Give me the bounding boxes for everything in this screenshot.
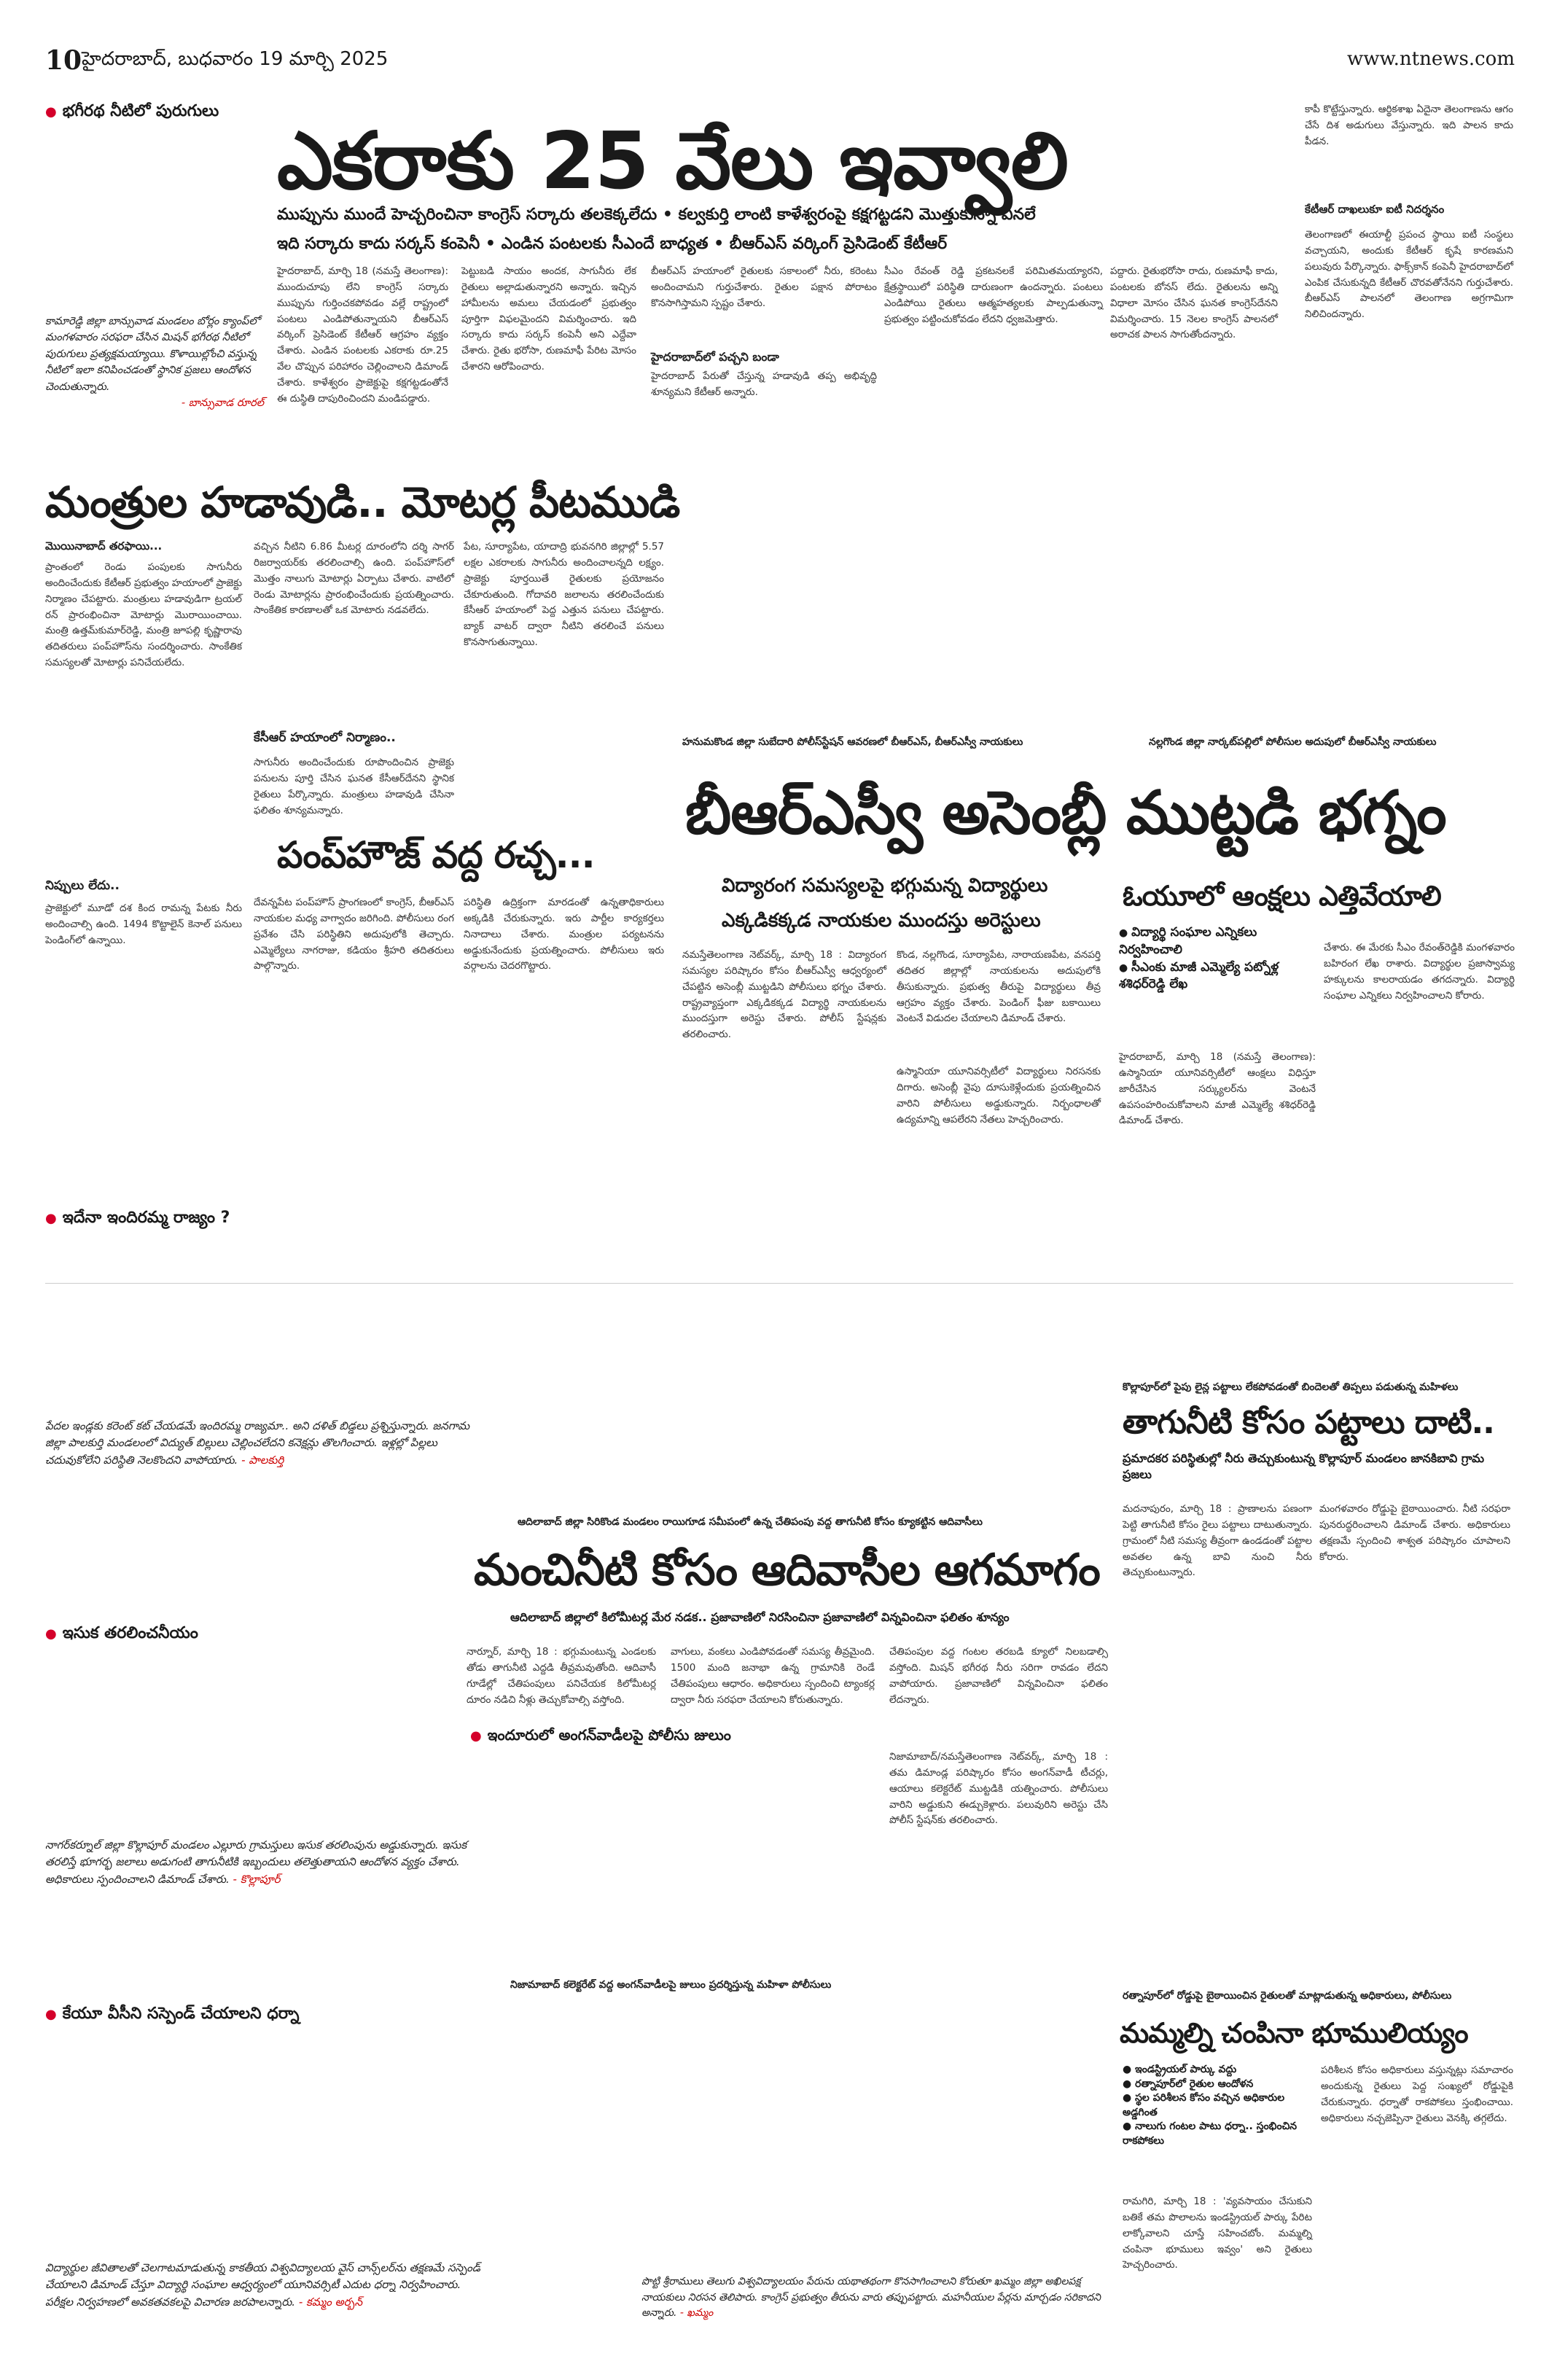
story9-kicker: ఆదిలాబాద్ జిల్లా సిరికొండ మండలం రాయిగూడ సమీపంలో ఉన్న చేతిపంపు వద్ద తాగునీటి కోసం క్యూకట్టిన ఆదివాసీలు bbox=[518, 1516, 983, 1528]
story1-tag: ● భగీరథ నీటిలో పురుగులు bbox=[45, 102, 219, 124]
page-number: 10 bbox=[45, 45, 82, 76]
story3-headline: పంప్‌హౌజ్ వద్ద రచ్చ... bbox=[277, 834, 595, 876]
story13-credit: - ఖమ్మం bbox=[679, 2307, 714, 2319]
story5-bullet: ● సీఎంకు మాజీ ఎమ్మెల్యే పట్నోళ్ల శశిధర్‌రెడ్డి లేఖ bbox=[1119, 959, 1316, 994]
story12-col2: పరిశీలన కోసం అధికారులు వస్తున్నట్లు సమాచారం అందుకున్న రైతులు పెద్ద సంఖ్యలో రోడ్డుపైకి చేరుకున్నారు. ధర్నాతో రాకపోకలు స్తంభించాయి. అధికారులు నచ్చజెప్పినా రైతులు వెనక్కి తగ్గలేదు. bbox=[1321, 2064, 1513, 2124]
story1-headline: ఎకరాకు 25 వేలు ఇవ్వాలి bbox=[277, 116, 1068, 207]
story9-headline: మంచినీటి కోసం ఆదివాసీల ఆగమాగం bbox=[474, 1545, 1100, 1596]
story8-photo bbox=[45, 2034, 483, 2252]
story4-col3: ఉస్మానియా యూనివర్సిటీలో విద్యార్థులు నిరసనకు దిగారు. అసెంబ్లీ వైపు దూసుకెళ్లేందుకు ప్రయత్నించిన వారిని పోలీసులు అడ్డుకున్నారు. నిర్బంధాలతో ఉద్యమాన్ని ఆపలేరని నేతలు హెచ్చరించారు. bbox=[897, 1066, 1101, 1125]
story10-sub: ప్రమాదకర పరిస్థితుల్లో నీరు తెచ్చుకుంటున్న కొల్లాపూర్ మండలం జానకిబావి గ్రామ ప్రజలు bbox=[1123, 1451, 1485, 1481]
story4-photo-left bbox=[682, 510, 1090, 729]
website-url[interactable]: www.ntnews.com bbox=[1346, 48, 1515, 70]
story10-headline: తాగునీటి కోసం పట్టాలు దాటి.. bbox=[1123, 1404, 1494, 1441]
story1-col3: బీఆర్ఎస్ హయాంలో రైతులకు సకాలంలో నీరు, కరెంటు అందించామని గుర్తుచేశారు. రైతుల పక్షాన పోరాటం కొనసాగిస్తామని స్పష్టం చేశారు. bbox=[651, 265, 877, 309]
story10-col2: మంగళవారం రోడ్డుపై బైఠాయించారు. నీటి సరఫరా పునరుద్ధరించాలని డిమాండ్ చేశారు. అధికారులు తక్షణమే స్పందించి శాశ్వత పరిష్కారం చూపాలని కోరారు. bbox=[1319, 1503, 1510, 1563]
story1-col5: పద్దారు. రైతుభరోసా రాదు, రుణమాఫీ కాదు, పంటలకు బోనస్ లేదు. రైతులను అన్ని విధాలా మోసం చేసిన ఘనత కాంగ్రెస్‌దేనని విమర్శించారు. 15 నెలల కాంగ్రెస్ పాలనలో అరాచక పాలన సాగుతోందన్నారు. bbox=[1110, 265, 1278, 341]
story1-sub1: ముప్పును ముందే హెచ్చరించినా కాంగ్రెస్ సర్కారు తలకెక్కలేదు • కల్వకుర్తి లాంటి కాళేశ్వరంపై కక్షగట్టడని మొత్తుకున్నా వినలే bbox=[277, 206, 1036, 224]
story1-right-col2: తెలంగాణలో ఈయాల్టీ ప్రపంచ స్థాయి ఐటీ సంస్థలు వచ్చాయని, అందుకు కేటీఆర్ కృషే కారణమని పలువురు పేర్కొన్నారు. ఫాక్స్‌కాన్ కంపెనీ హైదరాబాద్‌లో ఎంపిక చేసుకున్నది కేటీఆర్ చొరవతోనేనని గుర్తుచేశారు. బీఆర్ఎస్ పాలనలో తెలంగాణ అగ్రగామిగా నిలిచిందన్నారు. bbox=[1305, 229, 1513, 321]
story2-kicker2: కేసీఆర్ హయాంలో నిర్మాణం.. bbox=[254, 730, 396, 745]
story3-col2: పరిస్థితి ఉద్రిక్తంగా మారడంతో ఉన్నతాధికారులు అక్కడికి చేరుకున్నారు. ఇరు పార్టీల కార్యకర్తలు నినాదాలు చేశారు. మంత్రుల పర్యటనను అడ్డుకునేందుకు ప్రయత్నించారు. పోలీసులు ఇరు వర్గాలను చెదరగొట్టారు. bbox=[464, 897, 664, 972]
story8-credit: - కమ్మం అర్బన్ bbox=[298, 2295, 362, 2309]
story2-col1: ప్రాంతంలో రెండు పంపులకు సాగునీరు అందించేందుకు కేటీఆర్ ప్రభుత్వం హయాంలో ప్రాజెక్టు నిర్మాణం చేపట్టారు. మంత్రులు హడావుడిగా ట్రయల్ రన్ ప్రారంభించినా మోటార్లు మొరాయించాయి. మంత్రి ఉత్తమ్‌కుమార్‌రెడ్డి, మంత్రి జూపల్లి కృష్ణారావు తదితరులు పంప్‌హౌస్‌ను సందర్శించారు. సాంకేతిక సమస్యలతో మోటార్లు పనిచేయలేదు. bbox=[45, 561, 242, 669]
story2-col2b: సాగునీరు అందించేందుకు రూపొందించిన ప్రాజెక్టు పనులను పూర్తి చేసిన ఘనత కేసీఆర్‌దేనని స్థానిక రైతులు పేర్కొన్నారు. మంత్రులు హడావుడి చేసినా ఫలితం శూన్యమన్నారు. bbox=[254, 757, 454, 816]
story9-photo bbox=[510, 1305, 1108, 1509]
story1-right-col: కాపీ కొట్టేస్తున్నారు. ఆర్థికశాఖ ఏదైనా తెలంగాణను ఆగం చేసే దిశ అడుగులు వేస్తున్నారు. ఇది పాలన కాదు పీడన. bbox=[1305, 104, 1513, 147]
story4-label-left: హనుమకొండ జిల్లా సుబేదారి పోలీస్‌స్టేషన్ ఆవరణలో బీఆర్ఎస్, బీఆర్ఎస్వీ నాయకులు bbox=[682, 736, 1023, 748]
story12-headline: మమ్మల్ని చంపినా భూములియ్యం bbox=[1120, 2017, 1468, 2049]
story7-caption bbox=[45, 1837, 483, 1888]
story2-col1b: ప్రాజెక్టులో మూడో దశ కింద రామన్న పేటకు నీరు అందించాల్సి ఉంది. 1494 కొట్టాలైన్ కెనాల్ పనులు పెండింగ్‌లో ఉన్నాయి. bbox=[45, 902, 242, 946]
story1-col1: హైదరాబాద్, మార్చి 18 (నమస్తే తెలంగాణ): ముందుచూపు లేని కాంగ్రెస్ సర్కారు ముప్పును గుర్తించకపోవడం వల్లే రాష్ట్రంలో పంటలు ఎండిపోతున్నాయని బీఆర్ఎస్ వర్కింగ్ ప్రెసిడెంట్ కేటీఆర్ ఆగ్రహం వ్యక్తం చేశారు. ఎండిన పంటలకు ఎకరాకు రూ.25 వేల చొప్పున పరిహారం చెల్లించాలని డిమాండ్ చేశారు. కాళేశ్వరం ప్రాజెక్టుపై కక్షగట్టడంతోనే ఈ దుస్థితి దాపురించిందని మండిపడ్డారు. bbox=[277, 265, 448, 405]
story7-credit: - కొల్లాపూర్ bbox=[233, 1872, 281, 1886]
anganwadi-tag: ● ఇందూరులో అంగన్‌వాడీలపై పోలీసు జులుం bbox=[470, 1726, 731, 1747]
story12-bullet: ● స్థల పరిశీలన కోసం వచ్చిన అధికారుల అడ్డగింత bbox=[1123, 2091, 1312, 2120]
story10-kicker: కొల్లాపూర్‌లో పైపు లైన్ల పట్టాలు లేకపోవడంతో బిందెలతో తిప్పలు పడుతున్న మహిళలు bbox=[1123, 1381, 1459, 1393]
story1-sub2: ఇది సర్కారు కాదు సర్కస్ కంపెనీ • ఎండిన పంటలకు సీఎందే బాధ్యత • బీఆర్ఎస్ వర్కింగ్ ప్రెసిడెంట్ కేటీఆర్ bbox=[277, 235, 948, 253]
vc-tag: ● కేయూ వీసీని సస్పెండ్ చేయాలని ధర్నా bbox=[45, 2005, 299, 2026]
story9-col2: వాగులు, వంకలు ఎండిపోవడంతో సమస్య తీవ్రమైంది. 1500 మంది జనాభా ఉన్న గ్రామానికి రెండే చేతిపంపులు ఆధారం. అధికారులు స్పందించి ట్యాంకర్ల ద్వారా నీరు సరఫరా చేయాలని కోరుతున్నారు. bbox=[671, 1646, 875, 1706]
story7-photo bbox=[45, 1655, 483, 1830]
story5-col1: హైదరాబాద్, మార్చి 18 (నమస్తే తెలంగాణ): ఉస్మానియా యూనివర్సిటీలో ఆంక్షలు విధిస్తూ జారీచేసిన సర్క్యులర్‌ను వెంటనే ఉపసంహరించుకోవాలని మాజీ ఎమ్మెల్యే శశిధర్‌రెడ్డి డిమాండ్ చేశారు. bbox=[1119, 1051, 1316, 1127]
story6-credit: - పాలకుర్తి bbox=[241, 1453, 284, 1467]
date-line: హైదరాబాద్, బుధవారం 19 మార్చి 2025 bbox=[82, 48, 389, 70]
story1-caption bbox=[45, 313, 264, 412]
story5-headline: ఓయూలో ఆంక్షలు ఎత్తివేయాలి bbox=[1123, 880, 1441, 912]
story13-photo bbox=[467, 2034, 1108, 2267]
story11-photo bbox=[467, 1749, 875, 1968]
story8-caption bbox=[45, 2260, 483, 2311]
story12-bullets bbox=[1123, 2063, 1312, 2149]
story11-caption: నిజామాబాద్ కలెక్టరేట్ వద్ద అంగన్‌వాడీలపై జులుం ప్రదర్శిస్తున్న మహిళా పోలీసులు bbox=[510, 1979, 832, 1991]
story12-col1: రామగిరి, మార్చి 18 : 'వ్యవసాయం చేసుకుని బతికే తమ పొలాలను ఇండస్ట్రియల్ పార్కు పేరిట లాక్కోవాలని చూస్తే సహించబోం. మమ్మల్ని చంపినా భూములు ఇవ్వం' అని రైతులు హెచ్చరించారు. bbox=[1123, 2196, 1312, 2271]
story6-caption bbox=[45, 1418, 483, 1469]
story4-sub1: విద్యారంగ సమస్యలపై భగ్గుమన్న విద్యార్థులు bbox=[722, 875, 1048, 897]
story3-col1: దేవన్నపేట పంప్‌హౌస్ ప్రాంగణంలో కాంగ్రెస్, బీఆర్ఎస్ నాయకుల మధ్య వాగ్వాదం జరిగింది. పోలీసులు రంగ ప్రవేశం చేసి పరిస్థితిని అదుపులోకి తెచ్చారు. ఎమ్మెల్యేలు నాగరాజు, కడియం శ్రీహరి తదితరులు పాల్గొన్నారు. bbox=[254, 897, 454, 972]
story11-col1: నిజామాబాద్/నమస్తేతెలంగాణ నెట్‌వర్క్, మార్చి 18 : తమ డిమాండ్ల పరిష్కారం కోసం అంగన్‌వాడీ టీచర్లు, ఆయాలు కలెక్టరేట్ ముట్టడికి యత్నించారు. పోలీసులు వారిని అడ్డుకుని ఈడ్చుకెళ్లారు. పలువురిని అరెస్టు చేసి పోలీస్ స్టేషన్‌కు తరలించారు. bbox=[889, 1751, 1108, 1827]
story2-col3: పేట, సూర్యాపేట, యాదాద్రి భువనగిరి జిల్లాల్లో 5.57 లక్షల ఎకరాలకు సాగునీరు అందించాలన్నది లక్ష్యం. ప్రాజెక్టు పూర్తయితే రైతులకు ప్రయోజనం చేకూరుతుంది. గోదావరి జలాలను తరలించేందుకు కేసీఆర్ హయాంలో పెద్ద ఎత్తున పనులు చేపట్టారు. బ్యాక్ వాటర్ ద్వారా నీటిని తరలించే పనులు కొనసాగుతున్నాయి. bbox=[464, 541, 664, 649]
story7-caption-text: నాగర్‌కర్నూల్ జిల్లా కొల్లాపూర్ మండలం ఎల్లూరు గ్రామస్తులు ఇసుక తరలింపును అడ్డుకున్నారు. ఇసుక తరలిస్తే భూగర్భ జలాలు అడుగంటి తాగునీటికి ఇబ్బందులు తలెత్తుతాయని ఆందోళన వ్యక్తం చేశారు. అధికారులు స్పందించాలని డిమాండ్ చేశారు. bbox=[45, 1838, 467, 1886]
story1-right-kicker: కేటీఆర్ దాఖలుకూ ఐటీ నిదర్శనం bbox=[1305, 203, 1445, 216]
story4-photo-right bbox=[1101, 510, 1516, 729]
story9-sub: ఆదిలాబాద్ జిల్లాలో కిలోమీటర్ల మేర నడక.. ప్రజావాణిలో నిరసించినా ప్రజావాణిలో విన్నవించినా ఫలితం శూన్యం bbox=[510, 1610, 1010, 1624]
story2-kicker1: నిప్పులు లేదు.. bbox=[45, 878, 120, 893]
story12-kicker: రత్నాపూర్‌లో రోడ్డుపై బైఠాయించిన రైతులతో మాట్లాడుతున్న అధికారులు, పోలీసులు bbox=[1123, 1990, 1452, 2002]
story5-col2: చేశారు. ఈ మేరకు సీఎం రేవంత్‌రెడ్డికి మంగళవారం బహిరంగ లేఖ రాశారు. విద్యార్థుల ప్రజాస్వామ్య హక్కులను కాలరాయడం తగదన్నారు. విద్యార్థి సంఘాల ఎన్నికలు నిర్వహించాలని కోరారు. bbox=[1324, 942, 1515, 1002]
section-divider bbox=[45, 1283, 1513, 1284]
story4-col2: కొండ, నల్లగొండ, సూర్యాపేట, నారాయణపేట, వనపర్తి తదితర జిల్లాల్లో నాయకులను అదుపులోకి తీసుకున్నారు. ప్రభుత్వ తీరుపై విద్యార్థులు తీవ్ర ఆగ్రహం వ్యక్తం చేశారు. పెండింగ్ ఫీజు బకాయిలు వెంటనే విడుదల చేయాలని డిమాండ్ చేశారు. bbox=[897, 949, 1101, 1025]
story1-col2: పెట్టుబడి సాయం అందక, సాగునీరు లేక రైతులు అల్లాడుతున్నారని అన్నారు. ఇచ్చిన హామీలను అమలు చేయడంలో ప్రభుత్వం పూర్తిగా విఫలమైందని విమర్శించారు. ఇది సర్కారు కాదు సర్కస్ కంపెనీ అని ఎద్దేవా చేశారు. రైతు భరోసా, రుణమాఫీ పేరిట మోసం చేశారని ఆరోపించారు. bbox=[461, 265, 636, 373]
story12-bullet: ● ఇండస్ట్రియల్ పార్కు వద్దు bbox=[1123, 2063, 1312, 2077]
story1-col4: సీఎం రేవంత్ రెడ్డి ప్రకటనలకే పరిమితమయ్యారని, క్షేత్రస్థాయిలో పరిస్థితి దారుణంగా ఉందన్నారు. పంటలు ఎండిపోయి రైతులు ఆత్మహత్యలకు పాల్పడుతున్నా ప్రభుత్వం పట్టించుకోవడం లేదని ధ్వజమెత్తారు. bbox=[884, 265, 1103, 325]
story5-bullet: ● విద్యార్థి సంఘాల ఎన్నికలు నిర్వహించాలి bbox=[1119, 924, 1316, 959]
story8-caption-text: విద్యార్థుల జీవితాలతో చెలగాటమాడుతున్న కాకతీయ విశ్వవిద్యాలయ వైస్ చాన్స్‌లర్‌ను తక్షణమే సస్పెండ్ చేయాలని డిమాండ్ చేస్తూ విద్యార్థి సంఘాల ఆధ్వర్యంలో యూనివర్సిటీ ఎదుట ధర్నా నిర్వహించారు. పరీక్షల నిర్వహణలో అవకతవకలపై విచారణ జరపాలన్నారు. bbox=[45, 2261, 480, 2309]
story13-caption-text: పొట్టి శ్రీరాములు తెలుగు విశ్వవిద్యాలయం పేరును యథాతథంగా కొనసాగించాలని కోరుతూ ఖమ్మం జిల్లా అఖిలపక్ష నాయకులు నిరసన తెలిపారు. కాంగ్రెస్ ప్రభుత్వం తీరును వారు తప్పుపట్టారు. మహనీయుల పేర్లను మార్చడం సరికాదని అన్నారు. bbox=[641, 2276, 1101, 2319]
story4-col1: నమస్తేతెలంగాణ నెట్‌వర్క్, మార్చి 18 : విద్యారంగ సమస్యల పరిష్కారం కోసం బీఆర్ఎస్వీ ఆధ్వర్యంలో చేపట్టిన అసెంబ్లీ ముట్టడిని పోలీసులు భగ్నం చేశారు. రాష్ట్రవ్యాప్తంగా ఎక్కడికక్కడ విద్యార్థి నాయకులను ముందస్తుగా అరెస్టు చేశారు. పోలీస్ స్టేషన్లకు తరలించారు. bbox=[682, 949, 886, 1041]
story6-caption-text: పేదల ఇండ్లకు కరెంట్ కట్ చేయడమే ఇందిరమ్మ రాజ్యమా.. అని దళిత్ బిడ్డలు ప్రశ్నిస్తున్నారు. జనగామ జిల్లా పాలకుర్తి మండలంలో విద్యుత్ బిల్లులు చెల్లించలేదని కనెక్షన్లు తొలగించారు. ఇళ్లల్లో పిల్లలు చదువుకోలేని పరిస్థితి నెలకొందని వాపోయారు. bbox=[45, 1419, 470, 1467]
indiramma-tag: ● ఇదేనా ఇందిరమ్మ రాజ్యం ? bbox=[45, 1209, 230, 1230]
story2-headline: మంత్రుల హడావుడి.. మోటర్ల పీటముడి bbox=[45, 477, 680, 527]
story4-label-right: నల్లగొండ జిల్లా నార్కట్‌పల్లిలో పోలీసుల అదుపులో బీఆర్ఎస్వీ నాయకులు bbox=[1149, 736, 1437, 748]
story1-inset-label: హైదరాబాద్‌లో పచ్చని బండా bbox=[651, 350, 779, 364]
story9-col1: నార్నూర్, మార్చి 18 : భగ్గుమంటున్న ఎండలకు తోడు తాగునీటి ఎద్దడి తీవ్రమవుతోంది. ఆదివాసీ గూడేల్లో చేతిపంపులు పనిచేయక కిలోమీటర్ల దూరం నడిచి నీళ్లు తెచ్చుకోవాల్సి వస్తోంది. bbox=[467, 1646, 656, 1706]
story10-col1: మదనాపురం, మార్చి 18 : ప్రాణాలను పణంగా పెట్టి తాగునీటి కోసం రైలు పట్టాలు దాటుతున్నారు. గ్రామంలో నీటి సమస్య తీవ్రంగా ఉండడంతో పట్టాల అవతల ఉన్న బావి నుంచి నీరు తెచ్చుకుంటున్నారు. bbox=[1123, 1503, 1312, 1579]
story6-photo bbox=[45, 1319, 483, 1414]
story2-dateline: మొయినాబాద్ తరఫాయి... bbox=[45, 539, 163, 553]
story12-bullet: ● నాలుగు గంటల పాటు ధర్నా.. స్తంభించిన రాకపోకలు bbox=[1123, 2120, 1312, 2148]
story1-inset-text: హైదరాబాద్ పేరుతో చేస్తున్న హడావుడి తప్ప అభివృద్ధి శూన్యమని కేటీఆర్ అన్నారు. bbox=[651, 370, 877, 398]
story12-photo bbox=[1123, 1779, 1513, 1983]
story13-caption bbox=[641, 2274, 1108, 2322]
story4-sub2: ఎక్కడికక్కడ నాయకుల ముందస్తు అరెస్టులు bbox=[722, 910, 1041, 932]
story9-col3: చేతిపంపుల వద్ద గంటల తరబడి క్యూలో నిలబడాల్సి వస్తోంది. మిషన్ భగీరథ నీరు సరిగా రావడం లేదని వాపోయారు. ప్రజావాణిలో విన్నవించినా ఫలితం లేదన్నారు. bbox=[889, 1646, 1108, 1706]
story4-headline: బీఆర్ఎస్వీ అసెంబ్లీ ముట్టడి భగ్నం bbox=[685, 779, 1446, 848]
story1-photo bbox=[45, 138, 264, 310]
story1-caption-credit: - బాన్సువాడ రూరల్ bbox=[181, 397, 264, 410]
story5-bullets bbox=[1119, 924, 1316, 994]
story12-bullet: ● రత్నాపూర్‌లో రైతుల ఆందోళన bbox=[1123, 2077, 1312, 2092]
story1-caption-text: కామారెడ్డి జిల్లా బాన్సువాడ మండలం బోర్లం క్యాంప్‌లో మంగళవారం సరఫరా చేసిన మిషన్ భగీరథ నీటిలో పురుగులు ప్రత్యక్షమయ్యాయి. కొళాయిల్లోంచి వస్తున్న నీటిలో ఇలా కనిపించడంతో స్థానిక ప్రజలు ఆందోళన చెందుతున్నారు. bbox=[45, 316, 260, 393]
story2-col2: వచ్చిన నీటిని 6.86 మీటర్ల దూరంలోని దర్శి సాగర్ రిజర్వాయర్‌కు తరలించాల్సి ఉంది. పంప్‌హౌస్‌లో మొత్తం నాలుగు మోటార్లు ఏర్పాటు చేశారు. వాటిలో రెండు మోటార్లను ప్రారంభించేందుకు ప్రయత్నించారు. సాంకేతిక కారణాలతో ఒక మోటారు నడవలేదు. bbox=[254, 541, 454, 617]
sand-tag: ● ఇసుక తరలించనీయం bbox=[45, 1624, 198, 1646]
